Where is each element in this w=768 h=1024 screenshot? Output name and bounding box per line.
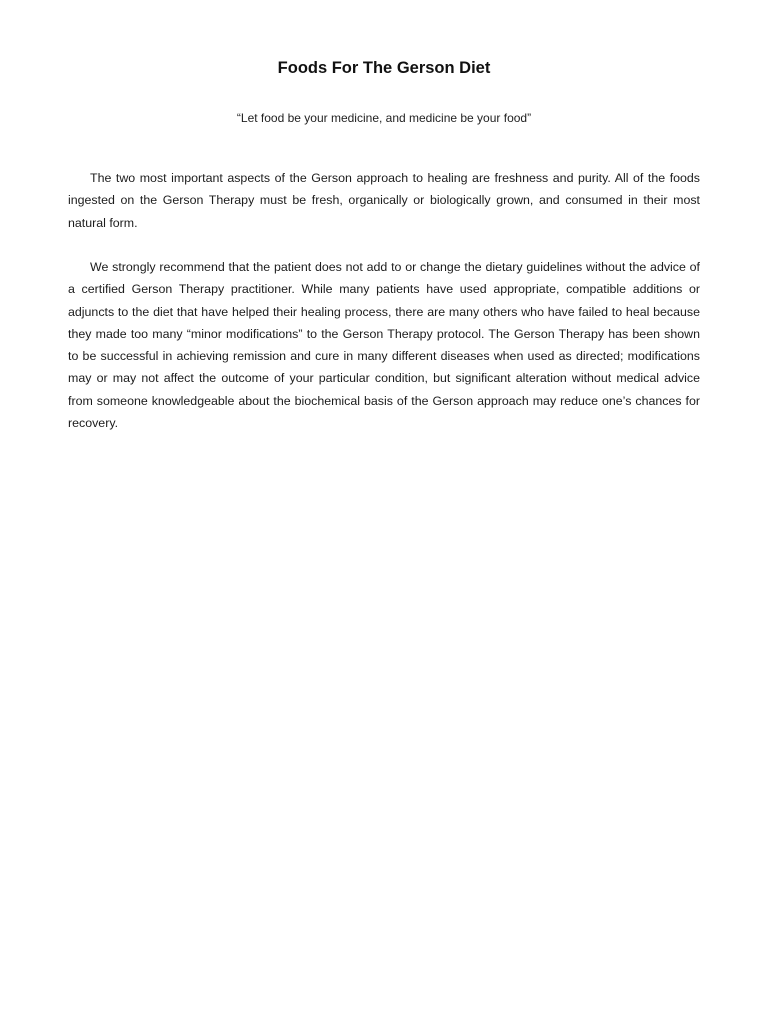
body-paragraph-freshness: The two most important aspects of the Gerson approach to healing are freshness and purity. All of the foods ingested on the Gerson Therapy must be fresh, organically or biologically grown, and consumed in their most natural form. [68, 171, 700, 230]
epigraph-quote: “Let food be your medicine, and medicine be your food” [236, 111, 532, 125]
body-paragraph-recommendation: We strongly recommend that the patient does not add to or change the dietary guidelines without the advice of a certified Gerson Therapy practitioner. While many patients have used appropriate, compatible additions or adjuncts to the diet that have helped their healing process, there are many others who have failed to heal because they made too many “minor modifications” to the Gerson Therapy protocol. The Gerson Therapy has been shown to be successful in achieving remission and cure in many different diseases when used as directed; modifications may or may not affect the outcome of your particular condition, but significant alteration without medical advice from someone knowledgeable about the biochemical basis of the Gerson approach may reduce one’s chances for recovery. [68, 260, 700, 431]
page-title: Foods For The Gerson Diet [277, 59, 491, 77]
